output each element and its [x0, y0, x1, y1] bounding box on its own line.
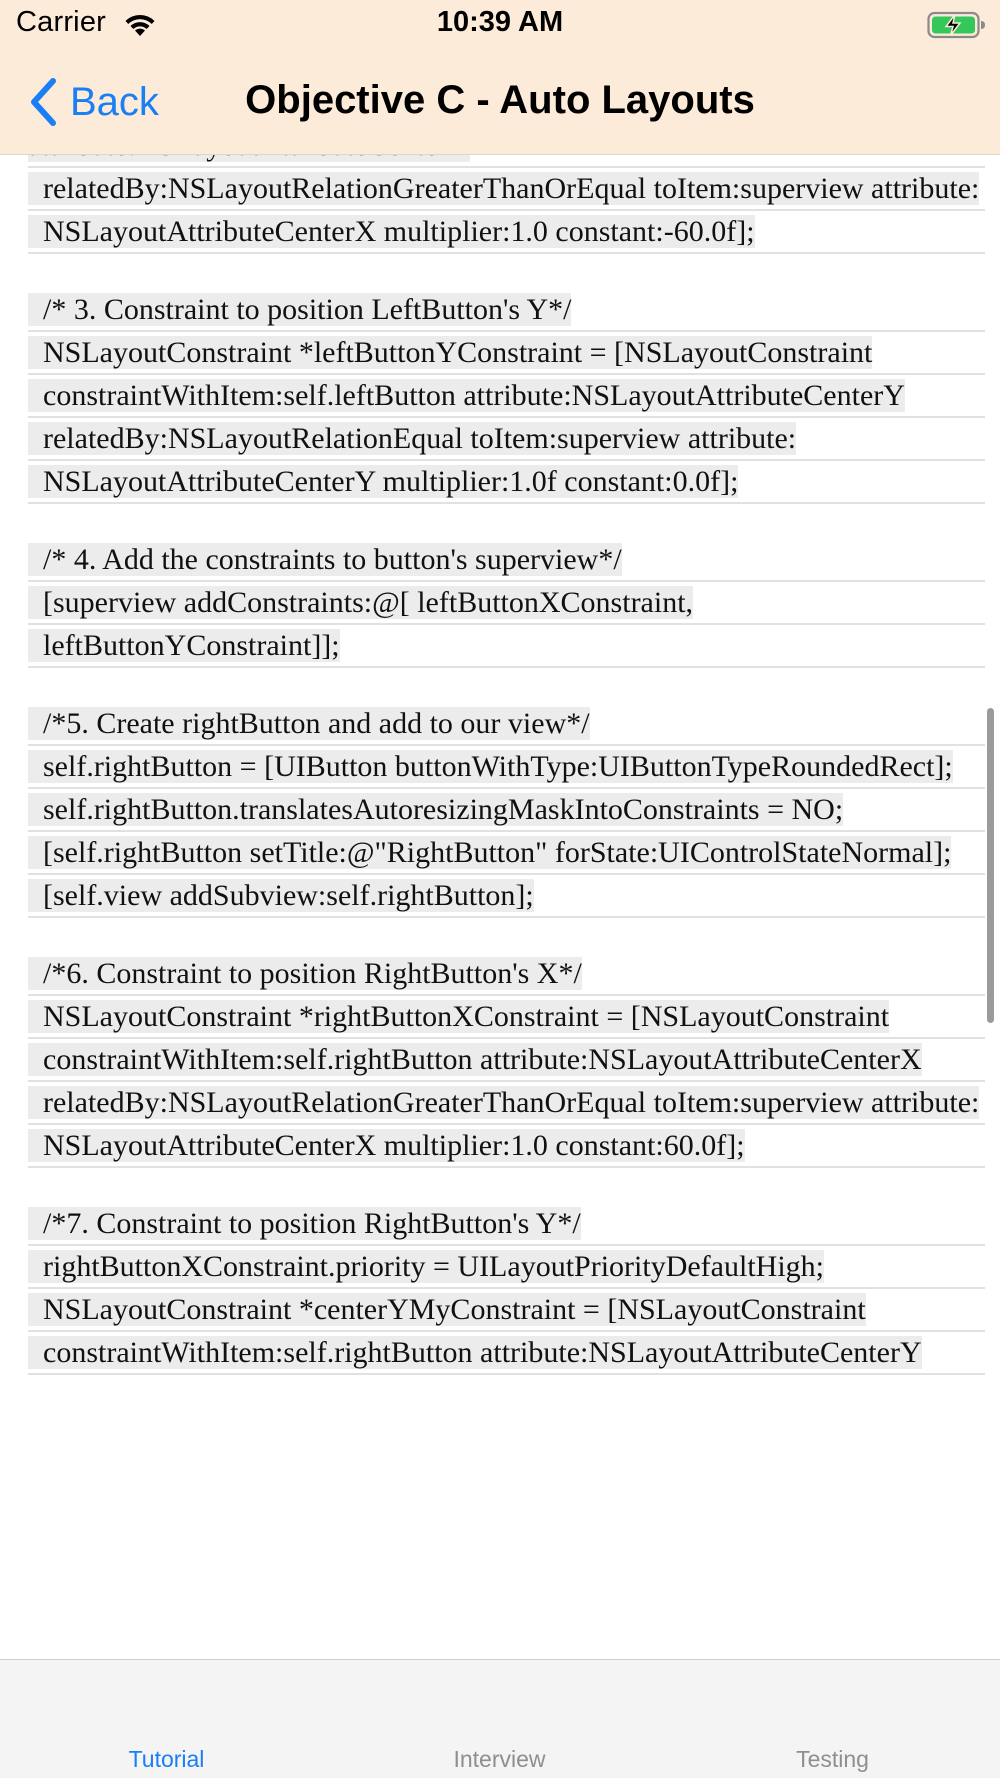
- code-text: NSLayoutConstraint *rightButtonXConstraint = [NSLayoutConstraint: [28, 1000, 890, 1033]
- code-text: /*5. Create rightButton and add to our view*/: [28, 707, 590, 740]
- code-line: [28, 1332, 985, 1375]
- code-text: relatedBy:NSLayoutRelationEqual toItem:superview attribute:: [28, 422, 797, 455]
- code-text: constraintWithItem:self.rightButton attribute:NSLayoutAttributeCenterY: [28, 1336, 922, 1369]
- code-block-gap: [28, 504, 985, 539]
- code-text: NSLayoutConstraint *leftButtonYConstraint = [NSLayoutConstraint: [28, 336, 873, 369]
- code-line: [28, 875, 985, 918]
- code-line: [28, 582, 985, 625]
- code-text: leftButtonYConstraint]];: [28, 629, 340, 662]
- code-line: [28, 168, 985, 211]
- code-line: [28, 461, 985, 504]
- code-block-gap: [28, 1168, 985, 1203]
- tab-tutorial[interactable]: [0, 1660, 333, 1779]
- battery-charging-icon: [927, 11, 987, 39]
- tab-interview[interactable]: [333, 1660, 666, 1779]
- code-line: [28, 1203, 985, 1246]
- code-text: [self.rightButton setTitle:@"RightButton" forState:UIControlStateNormal];: [28, 836, 952, 869]
- code-line: [28, 1082, 985, 1125]
- code-block-gap: [28, 254, 985, 289]
- tab-testing[interactable]: [666, 1660, 999, 1779]
- code-line: [28, 1289, 985, 1332]
- back-label: Back: [70, 79, 159, 124]
- code-line: [28, 211, 985, 254]
- code-text: /*7. Constraint to position RightButton's Y*/: [28, 1207, 581, 1240]
- code-text: [superview addConstraints:@[ leftButtonXConstraint,: [28, 586, 694, 619]
- code-text: NSLayoutAttributeCenterX multiplier:1.0 constant:60.0f];: [28, 1129, 745, 1162]
- code-line: [28, 332, 985, 375]
- code-text: NSLayoutConstraint *centerYMyConstraint = [NSLayoutConstraint: [28, 1293, 866, 1326]
- page-title: Objective C - Auto Layouts: [245, 78, 755, 122]
- code-text: /* 3. Constraint to position LeftButton's Y*/: [28, 293, 572, 326]
- code-text: /* 4. Add the constraints to button's superview*/: [28, 543, 622, 576]
- code-text: constraintWithItem:self.leftButton attribute:NSLayoutAttributeCenterY: [28, 379, 905, 412]
- status-bar: [0, 0, 1000, 50]
- code-text: constraintWithItem:self.rightButton attribute:NSLayoutAttributeCenterX: [28, 1043, 922, 1076]
- status-time: 10:39 AM: [436, 6, 564, 38]
- code-block-gap: [28, 668, 985, 703]
- code-text: [self.view addSubview:self.rightButton];: [28, 879, 534, 912]
- code-line: [28, 953, 985, 996]
- scroll-indicator[interactable]: [987, 708, 994, 1023]
- code-line: [28, 832, 985, 875]
- code-line: [28, 703, 985, 746]
- code-line: [28, 289, 985, 332]
- tab-bar: [0, 1659, 1000, 1778]
- code-line: [28, 789, 985, 832]
- code-text: self.rightButton = [UIButton buttonWithType:UIButtonTypeRoundedRect];: [28, 750, 953, 783]
- code-text: /*6. Constraint to position RightButton's X*/: [28, 957, 582, 990]
- code-text: NSLayoutAttributeCenterY multiplier:1.0f constant:0.0f];: [28, 465, 739, 498]
- code-text: self.rightButton.translatesAutoresizingMaskIntoConstraints = NO;: [28, 793, 844, 826]
- carrier-label: Carrier: [16, 6, 107, 38]
- code-text: rightButtonXConstraint.priority = UILayoutPriorityDefaultHigh;: [28, 1250, 824, 1283]
- code-text: NSLayoutAttributeCenterX multiplier:1.0 constant:-60.0f];: [28, 215, 755, 248]
- code-line: [28, 1125, 985, 1168]
- code-line: [28, 996, 985, 1039]
- code-line: [28, 539, 985, 582]
- code-text: relatedBy:NSLayoutRelationGreaterThanOrEqual toItem:superview attribute:: [28, 172, 980, 205]
- tab-label: Interview: [453, 1746, 546, 1772]
- code-line: [28, 375, 985, 418]
- code-line: [28, 1246, 985, 1289]
- code-line: [28, 1039, 985, 1082]
- navigation-bar: [0, 50, 1000, 155]
- code-block-gap: [28, 918, 985, 953]
- top-bar: [0, 0, 1000, 155]
- tab-label: Testing: [796, 1746, 869, 1772]
- code-line: [28, 625, 985, 668]
- code-line: [28, 418, 985, 461]
- tutorial-content[interactable]: [0, 155, 1000, 1659]
- code-text: relatedBy:NSLayoutRelationGreaterThanOrEqual toItem:superview attribute:: [28, 1086, 980, 1119]
- tab-label: Tutorial: [128, 1746, 205, 1772]
- code-line: [28, 746, 985, 789]
- code-listing: [28, 125, 985, 1375]
